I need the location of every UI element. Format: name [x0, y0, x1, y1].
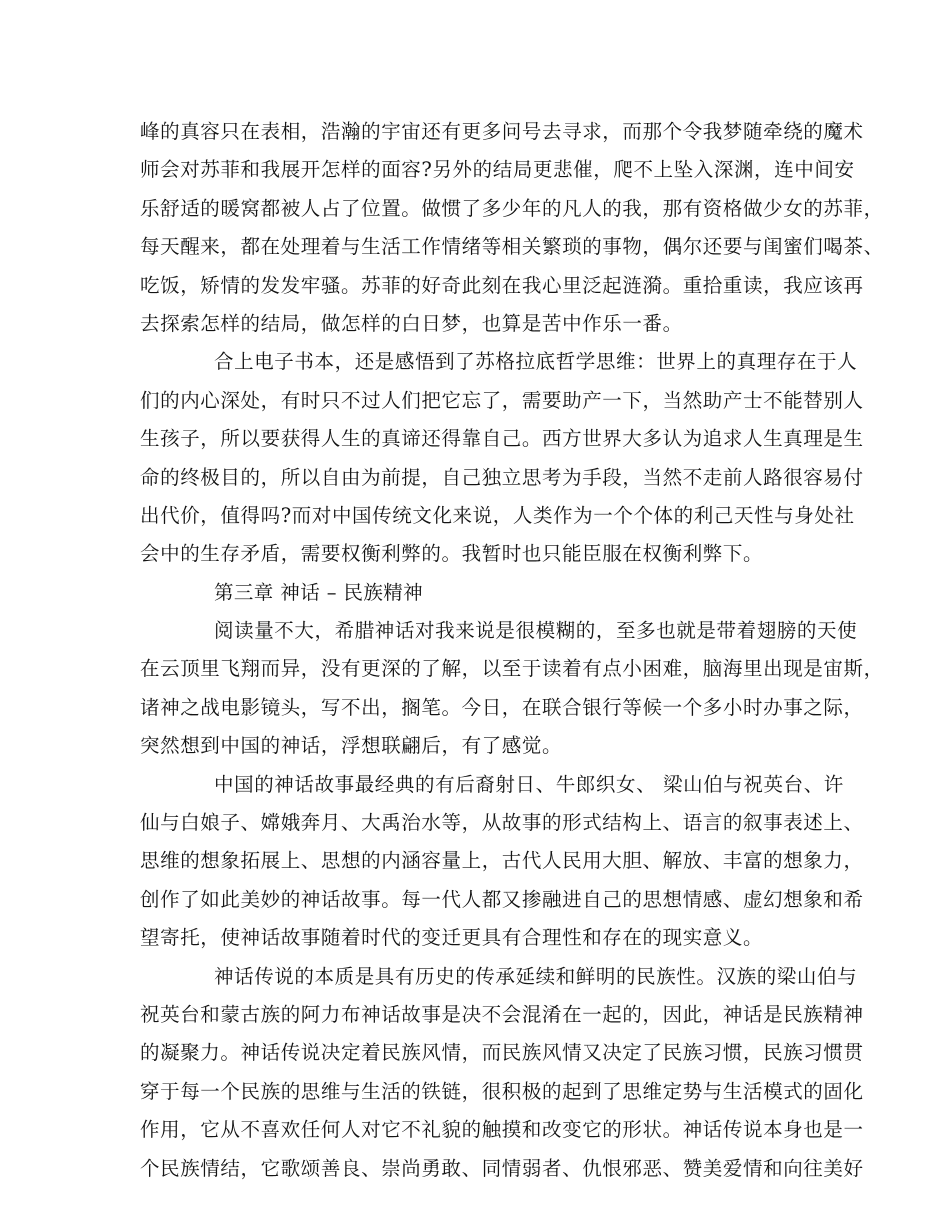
- text-line: 望寄托，使神话故事随着时代的变迁更具有合理性和存在的现实意义。: [140, 926, 764, 950]
- text-line: 出代价，值得吗?而对中国传统文化来说，人类作为一个个体的利己天性与身处社: [140, 503, 855, 527]
- text-line: 会中的生存矛盾，需要权衡利弊的。我暂时也只能臣服在权衡利弊下。: [140, 542, 764, 566]
- text-line: 吃饭，矫情的发发牢骚。苏菲的好奇此刻在我心里泛起涟漪。重拾重读，我应该再: [140, 273, 864, 297]
- text-line: 乐舒适的暖窝都被人占了位置。做惯了多少年的凡人的我，那有资格做少女的苏菲，: [140, 196, 884, 220]
- text-line: 诸神之战电影镜头，写不出，搁笔。今日，在联合银行等候一个多小时办事之际，: [140, 695, 864, 719]
- text-line: 峰的真容只在表相，浩瀚的宇宙还有更多问号去寻求，而那个令我梦随牵绕的魔术: [140, 120, 864, 143]
- text-line: 去探索怎样的结局，做怎样的白日梦，也算是苦中作乐一番。: [140, 311, 683, 335]
- text-line: 作用，它从不喜欢任何人对它不礼貌的触摸和改变它的形状。神话传说本身也是一: [140, 1118, 864, 1142]
- text-line: 祝英台和蒙古族的阿力布神话故事是决不会混淆在一起的，因此，神话是民族精神: [140, 1002, 864, 1026]
- text-line: 突然想到中国的神话，浮想联翩后，有了感觉。: [140, 734, 563, 758]
- text-line: 阅读量不大，希腊神话对我来说是很模糊的，至多也就是带着翅膀的天使: [214, 619, 858, 643]
- document-body: [140, 113, 884, 1188]
- text-line: 们的内心深处，有时只不过人们把它忘了，需要助产一下，当然助产士不能替别人: [140, 388, 864, 412]
- text-line: 师会对苏菲和我展开怎样的面容?另外的结局更悲催，爬不上坠入深渊，连中间安: [140, 158, 855, 182]
- text-line: 思维的想象拓展上、思想的内涵容量上，古代人民用大胆、解放、丰富的想象力，: [140, 849, 864, 873]
- text-line: 生孩子，所以要获得人生的真谛还得靠自己。西方世界大多认为追求人生真理是生: [140, 427, 864, 451]
- text-line: 个民族情结，它歌颂善良、崇尚勇敢、同情弱者、仇恨邪恶、赞美爱情和向往美好: [140, 1156, 864, 1180]
- text-line: 神话传说的本质是具有历史的传承延续和鲜明的民族性。汉族的梁山伯与: [214, 964, 858, 988]
- text-line: 仙与白娘子、嫦娥奔月、大禹治水等，从故事的形式结构上、语言的叙事表述上、: [140, 811, 864, 835]
- text-line: 创作了如此美妙的神话故事。每一代人都又掺融进自己的思想情感、虚幻想象和希: [140, 887, 864, 911]
- text-line: 命的终极目的，所以自由为前提，自己独立思考为手段，当然不走前人路很容易付: [140, 465, 864, 489]
- text-line: 中国的神话故事最经典的有后裔射日、牛郎织女、 梁山伯与祝英台、许: [214, 772, 844, 796]
- text-line: 在云顶里飞翔而异，没有更深的了解，以至于读着有点小困难，脑海里出现是宙斯，: [140, 657, 884, 681]
- text-line: 的凝聚力。神话传说决定着民族风情，而民族风情又决定了民族习惯，民族习惯贯: [140, 1041, 864, 1065]
- text-line: 合上电子书本，还是感悟到了苏格拉底哲学思维：世界上的真理存在于人: [214, 350, 858, 374]
- text-line: 每天醒来，都在处理着与生活工作情绪等相关繁琐的事物，偶尔还要与闺蜜们喝茶、: [140, 235, 884, 259]
- chapter-heading: 第三章 神话 – 民族精神: [214, 580, 424, 604]
- text-line: 穿于每一个民族的思维与生活的铁链，很积极的起到了思维定势与生活模式的固化: [140, 1079, 864, 1103]
